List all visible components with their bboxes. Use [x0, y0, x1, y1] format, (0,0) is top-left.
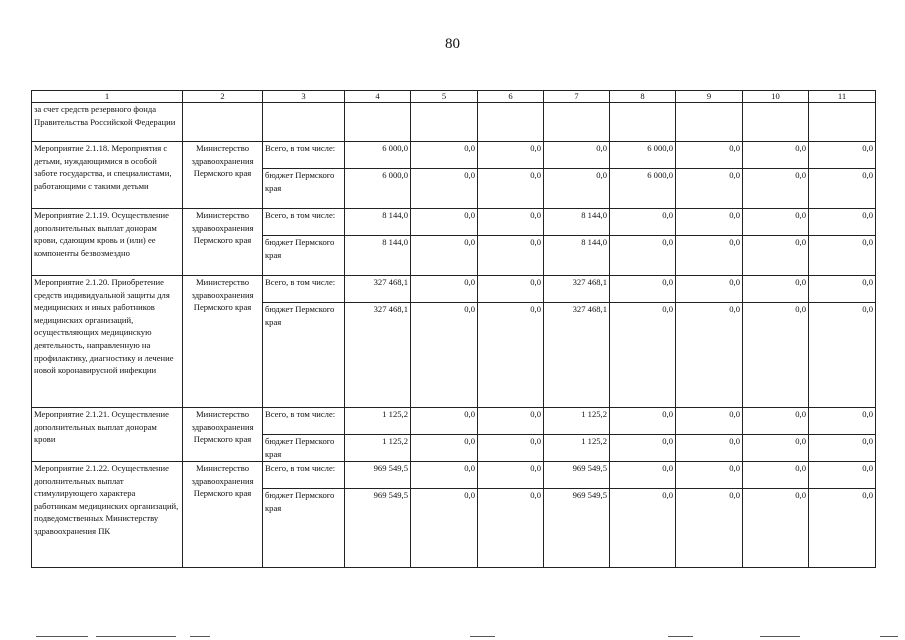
funding-value: 0,0: [743, 142, 809, 169]
funding-value: 1 125,2: [544, 435, 610, 462]
continuation-text: за счет средств резервного фонда Правительства Российской Федерации: [32, 103, 183, 142]
funding-value: 0,0: [478, 303, 544, 408]
table-cell: [345, 103, 411, 142]
column-header: 8: [610, 91, 676, 103]
table-cell: [676, 103, 743, 142]
column-header: 7: [544, 91, 610, 103]
funding-value: 0,0: [676, 408, 743, 435]
funding-value: 1 125,2: [544, 408, 610, 435]
funding-value: 0,0: [411, 462, 478, 489]
funding-value: 0,0: [610, 303, 676, 408]
funding-value: 8 144,0: [345, 236, 411, 276]
scan-edge-mark: [760, 636, 800, 637]
funding-value: 0,0: [610, 408, 676, 435]
funding-value: 0,0: [411, 303, 478, 408]
column-header: 2: [183, 91, 263, 103]
table-cell: [263, 103, 345, 142]
funding-value: 327 468,1: [544, 276, 610, 303]
funding-value: 0,0: [676, 435, 743, 462]
funding-value: 327 468,1: [544, 303, 610, 408]
table-cell: [411, 103, 478, 142]
funding-value: 0,0: [809, 169, 876, 209]
column-header: 1: [32, 91, 183, 103]
measure-executor: Министерство здравоохранения Пермского края: [183, 276, 263, 408]
funding-value: 0,0: [809, 462, 876, 489]
funding-value: 0,0: [411, 236, 478, 276]
column-header: 11: [809, 91, 876, 103]
column-header: 5: [411, 91, 478, 103]
continuation-row: [32, 103, 876, 142]
funding-value: 0,0: [676, 236, 743, 276]
funding-value: 0,0: [676, 276, 743, 303]
measure-name: Мероприятие 2.1.19. Осуществление дополнительных выплат донорам крови, сдающим кровь и (или) ее компоненты безвозмездно: [32, 209, 183, 276]
table-cell: [743, 103, 809, 142]
column-header: 6: [478, 91, 544, 103]
program-funding-table: [31, 90, 876, 568]
funding-value: 0,0: [610, 435, 676, 462]
funding-value: 1 125,2: [345, 435, 411, 462]
funding-value: 0,0: [544, 142, 610, 169]
funding-value: 6 000,0: [610, 142, 676, 169]
scan-edge-mark: [36, 636, 88, 637]
scan-edge-mark: [190, 636, 210, 637]
funding-value: 0,0: [809, 408, 876, 435]
funding-value: 0,0: [809, 303, 876, 408]
funding-value: 0,0: [478, 142, 544, 169]
funding-value: 0,0: [676, 489, 743, 568]
funding-source: Всего, в том числе:: [263, 462, 345, 489]
scan-edge-mark: [668, 636, 693, 637]
measure-total-row: [32, 209, 876, 236]
funding-value: 0,0: [743, 236, 809, 276]
funding-value: 0,0: [411, 276, 478, 303]
scan-edge-mark: [96, 636, 176, 637]
funding-value: 0,0: [809, 142, 876, 169]
funding-value: 0,0: [411, 435, 478, 462]
funding-value: 0,0: [809, 489, 876, 568]
funding-value: 8 144,0: [345, 209, 411, 236]
funding-value: 0,0: [809, 209, 876, 236]
measure-name: Мероприятие 2.1.21. Осуществление дополнительных выплат донорам крови: [32, 408, 183, 462]
funding-value: 0,0: [676, 209, 743, 236]
scan-edge-mark: [470, 636, 495, 637]
funding-value: 0,0: [743, 169, 809, 209]
funding-value: 0,0: [676, 169, 743, 209]
measure-name: Мероприятие 2.1.18. Мероприятия с детьми, нуждающимися в особой заботе государства, и специалистами, работающими с такими детьми: [32, 142, 183, 209]
funding-value: 0,0: [478, 236, 544, 276]
funding-value: 327 468,1: [345, 303, 411, 408]
funding-source: Всего, в том числе:: [263, 408, 345, 435]
funding-value: 969 549,5: [544, 489, 610, 568]
measure-name: Мероприятие 2.1.20. Приобретение средств индивидуальной защиты для медицинских и иных работников медицинских организаций, осуществляющих медицинскую деятельность, направленную на профилактику, диагностику и лечение новой коронавирусной инфекции: [32, 276, 183, 408]
measure-total-row: [32, 276, 876, 303]
funding-value: 6 000,0: [345, 142, 411, 169]
funding-value: 0,0: [743, 209, 809, 236]
funding-value: 0,0: [676, 142, 743, 169]
funding-source: бюджет Пермского края: [263, 489, 345, 568]
page-number: 80: [445, 36, 460, 52]
funding-source: бюджет Пермского края: [263, 435, 345, 462]
funding-value: 0,0: [743, 303, 809, 408]
funding-source: бюджет Пермского края: [263, 236, 345, 276]
measure-total-row: [32, 142, 876, 169]
funding-value: 0,0: [610, 276, 676, 303]
funding-value: 0,0: [676, 462, 743, 489]
funding-value: 0,0: [676, 303, 743, 408]
column-header: 10: [743, 91, 809, 103]
funding-value: 0,0: [478, 435, 544, 462]
funding-value: 0,0: [610, 489, 676, 568]
funding-value: 0,0: [743, 489, 809, 568]
funding-value: 6 000,0: [345, 169, 411, 209]
funding-value: 0,0: [478, 462, 544, 489]
measure-total-row: [32, 462, 876, 489]
funding-value: 0,0: [411, 142, 478, 169]
funding-value: 0,0: [610, 236, 676, 276]
funding-value: 8 144,0: [544, 209, 610, 236]
funding-value: 0,0: [809, 276, 876, 303]
table-cell: [183, 103, 263, 142]
column-header: 9: [676, 91, 743, 103]
funding-value: 0,0: [809, 236, 876, 276]
funding-value: 0,0: [478, 489, 544, 568]
funding-value: 0,0: [743, 276, 809, 303]
funding-source: Всего, в том числе:: [263, 209, 345, 236]
funding-source: Всего, в том числе:: [263, 142, 345, 169]
funding-value: 0,0: [411, 489, 478, 568]
table-cell: [610, 103, 676, 142]
funding-value: 0,0: [809, 435, 876, 462]
funding-value: 0,0: [478, 169, 544, 209]
funding-value: 0,0: [544, 169, 610, 209]
measure-executor: Министерство здравоохранения Пермского края: [183, 408, 263, 462]
funding-value: 969 549,5: [544, 462, 610, 489]
funding-value: 0,0: [743, 462, 809, 489]
funding-value: 327 468,1: [345, 276, 411, 303]
funding-value: 0,0: [610, 462, 676, 489]
funding-value: 0,0: [743, 408, 809, 435]
funding-value: 6 000,0: [610, 169, 676, 209]
measure-name: Мероприятие 2.1.22. Осуществление дополнительных выплат стимулирующего характера работникам медицинских организаций, подведомственных Министерству здравоохранения ПК: [32, 462, 183, 568]
funding-value: 1 125,2: [345, 408, 411, 435]
funding-value: 0,0: [610, 209, 676, 236]
measure-executor: Министерство здравоохранения Пермского края: [183, 209, 263, 276]
scan-edge-mark: [880, 636, 898, 637]
funding-value: 969 549,5: [345, 489, 411, 568]
table-cell: [478, 103, 544, 142]
funding-source: бюджет Пермского края: [263, 169, 345, 209]
funding-value: 8 144,0: [544, 236, 610, 276]
measure-executor: Министерство здравоохранения Пермского края: [183, 142, 263, 209]
table-cell: [809, 103, 876, 142]
funding-value: 0,0: [411, 169, 478, 209]
funding-value: 0,0: [478, 408, 544, 435]
table-cell: [544, 103, 610, 142]
funding-value: 0,0: [478, 209, 544, 236]
funding-source: бюджет Пермского края: [263, 303, 345, 408]
column-header: 3: [263, 91, 345, 103]
funding-value: 0,0: [478, 276, 544, 303]
funding-value: 969 549,5: [345, 462, 411, 489]
column-header: 4: [345, 91, 411, 103]
funding-value: 0,0: [743, 435, 809, 462]
measure-total-row: [32, 408, 876, 435]
funding-value: 0,0: [411, 408, 478, 435]
funding-source: Всего, в том числе:: [263, 276, 345, 303]
funding-value: 0,0: [411, 209, 478, 236]
column-number-row: [32, 91, 876, 103]
measure-executor: Министерство здравоохранения Пермского края: [183, 462, 263, 568]
